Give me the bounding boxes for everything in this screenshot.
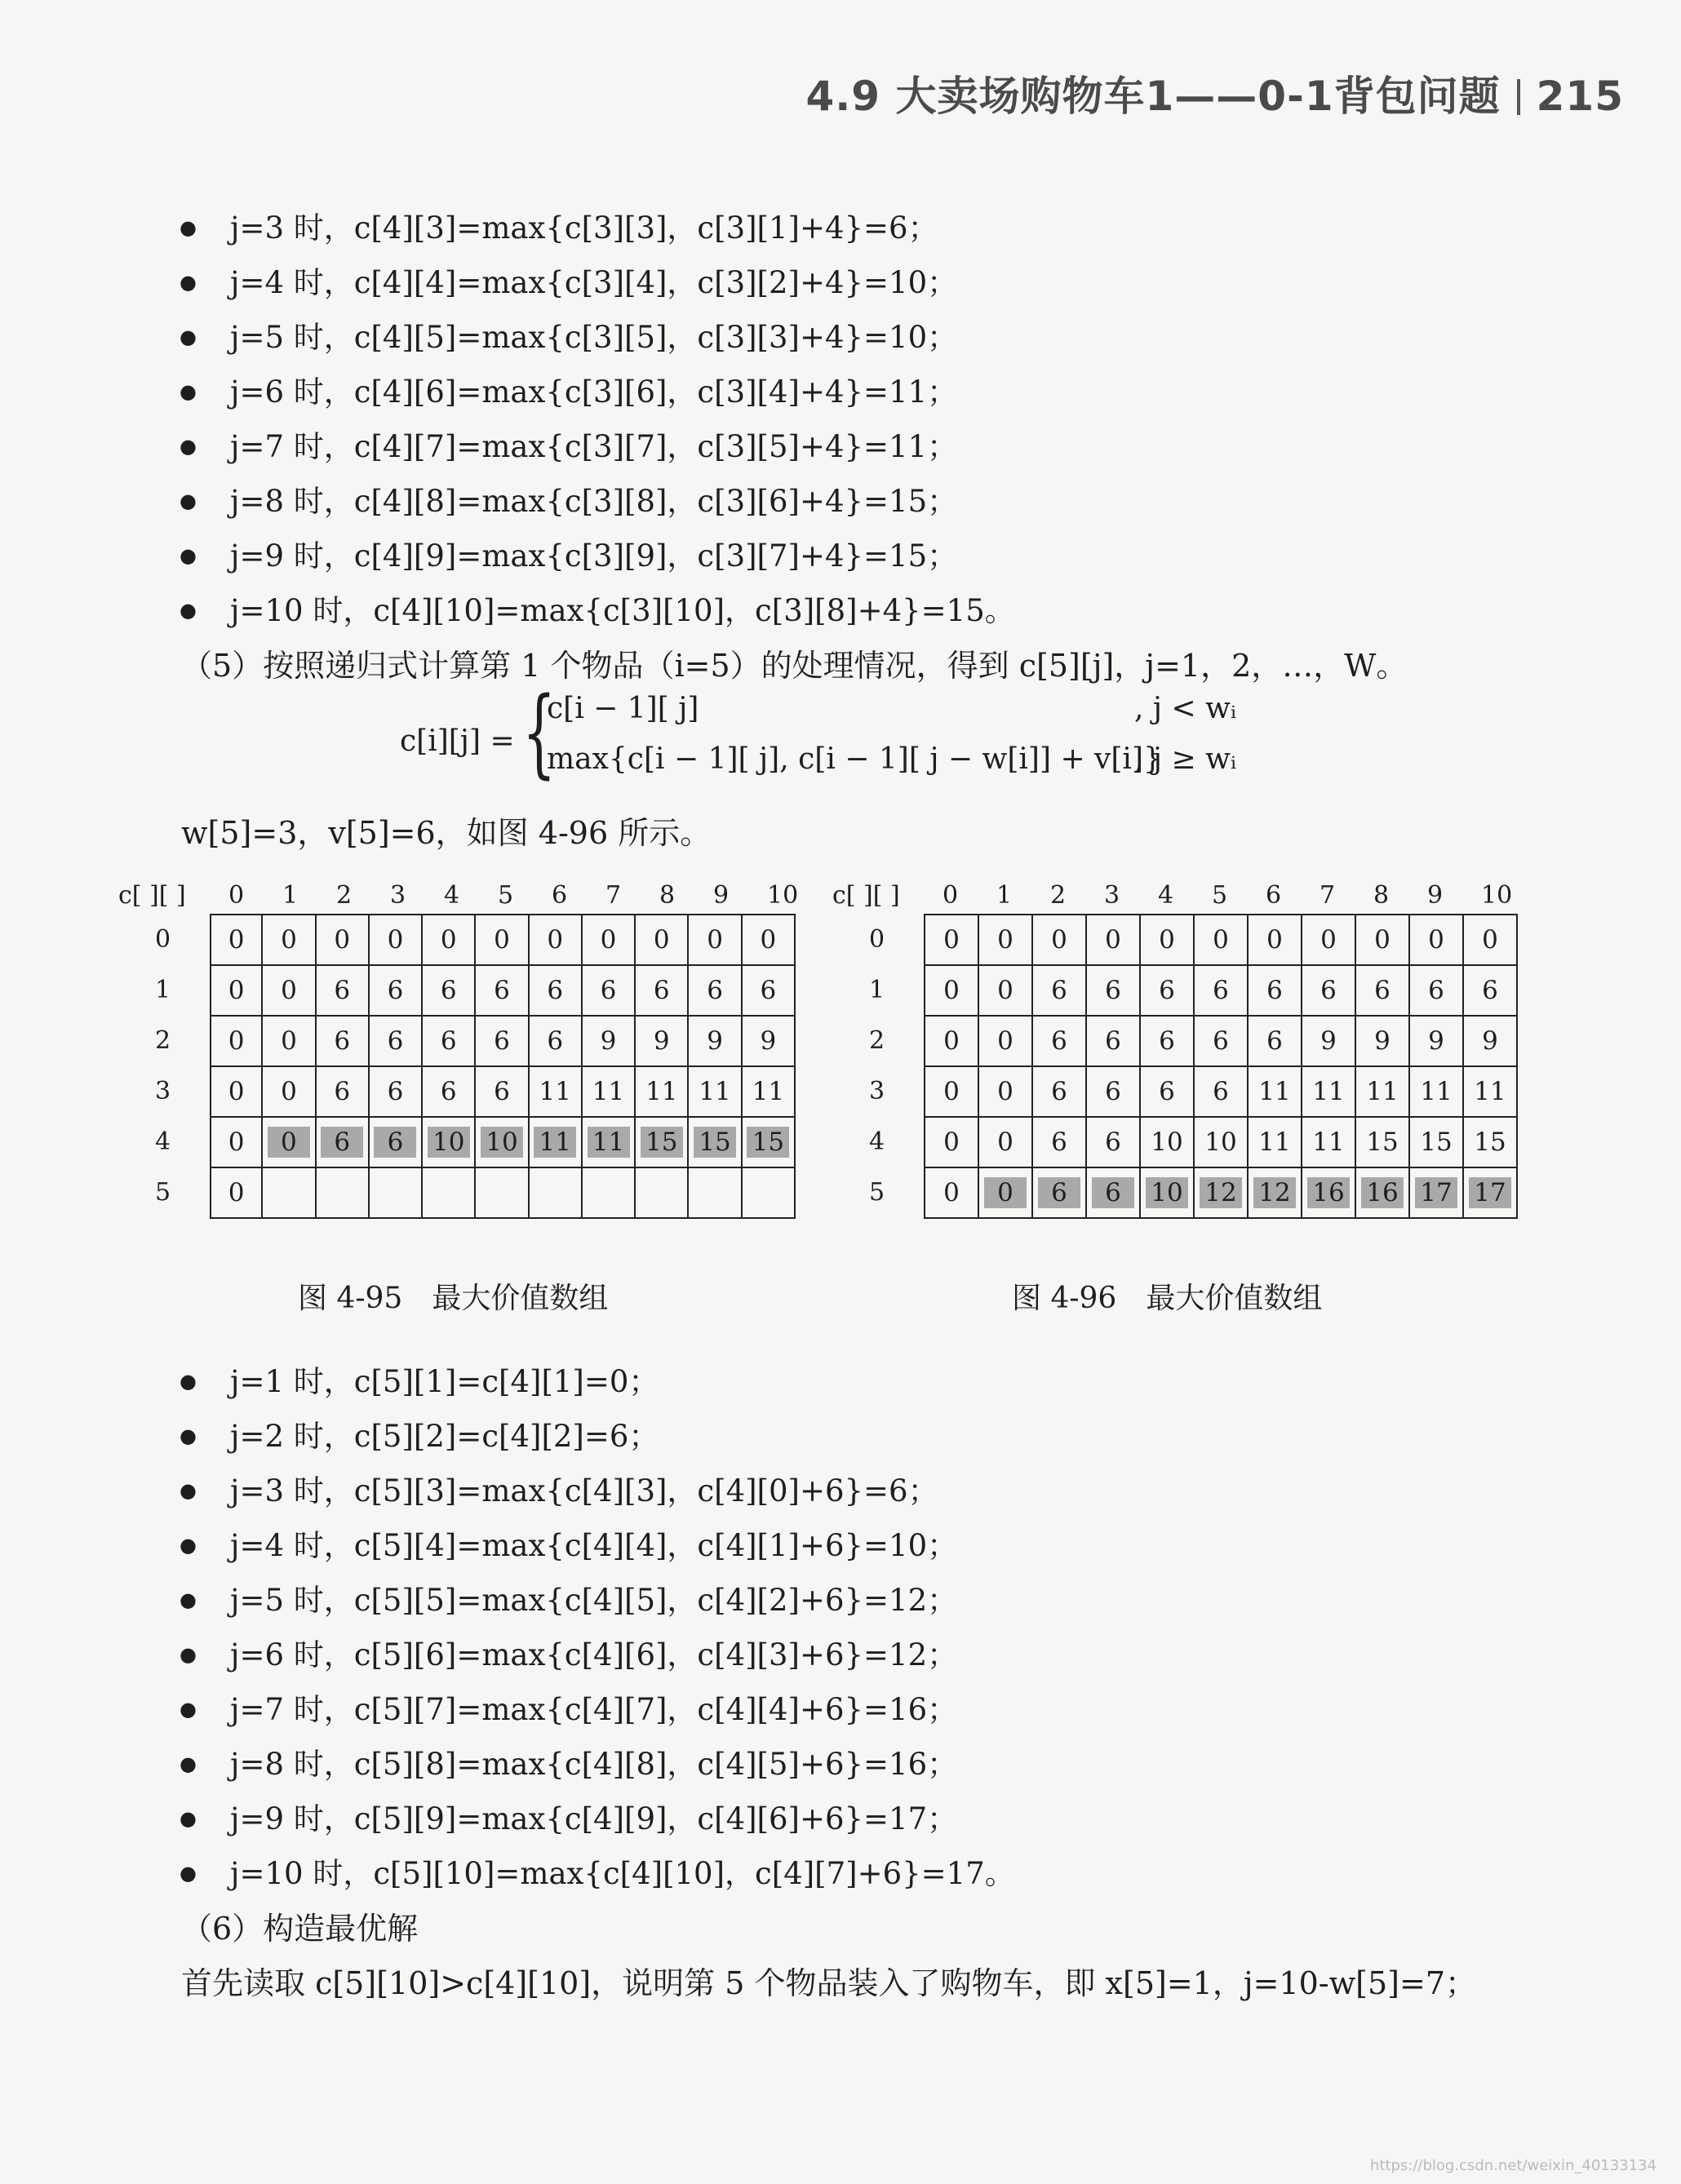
table-cell: 0 <box>978 915 1032 965</box>
table-cell: 6 <box>475 965 528 1016</box>
table-cell <box>1086 1167 1140 1218</box>
column-header: 6 <box>552 881 568 910</box>
table-cell: 11 <box>582 1066 635 1117</box>
column-header: 10 <box>1481 881 1513 910</box>
page-number: 215 <box>1536 73 1624 120</box>
highlighted-value: 17 <box>1415 1177 1457 1208</box>
table-cell <box>742 1167 795 1218</box>
table-cell: 6 <box>369 1016 422 1066</box>
table-cell: 6 <box>475 1016 528 1066</box>
table-cell: 11 <box>1302 1117 1355 1167</box>
table-cell <box>369 1167 422 1218</box>
table-cell: 6 <box>1086 1066 1140 1117</box>
bullet-bottom-item: ● j=4 时，c[5][4]=max{c[4][4]，c[4][1]+6}=10； <box>180 1518 1015 1573</box>
bullet-top-item: ● j=5 时，c[4][5]=max{c[3][5]，c[3][3]+4}=10； <box>180 310 1015 365</box>
table-cell <box>635 1167 688 1218</box>
highlighted-value: 10 <box>1146 1177 1188 1208</box>
table-cell: 6 <box>475 1066 528 1117</box>
table-cell: 11 <box>1409 1066 1463 1117</box>
table-cell: 0 <box>1409 915 1463 965</box>
highlighted-value: 0 <box>268 1127 310 1158</box>
table-cell: 6 <box>1194 1066 1248 1117</box>
highlighted-value: 11 <box>534 1127 576 1158</box>
weights-text: w[5]=3，v[5]=6，如图 4-96 所示。 <box>181 815 712 851</box>
table-cell: 0 <box>1463 915 1517 965</box>
column-header: 3 <box>1104 881 1120 910</box>
table-cell: 6 <box>742 965 795 1016</box>
table-cell <box>369 1117 422 1167</box>
table-cell: 6 <box>529 1016 582 1066</box>
table-cell <box>422 1117 475 1167</box>
highlighted-value: 11 <box>588 1127 630 1158</box>
table-cell <box>1302 1167 1355 1218</box>
column-header: 4 <box>444 881 460 910</box>
table-cell: 6 <box>1409 965 1463 1016</box>
bullet-bottom-item: ● j=1 时，c[5][1]=c[4][1]=0； <box>180 1354 1015 1409</box>
formula-cond2: , j ≥ wᵢ <box>1134 742 1237 776</box>
value-grid <box>210 914 796 1219</box>
table-cell <box>262 1167 315 1218</box>
highlighted-value: 10 <box>481 1127 523 1158</box>
table-cell: 0 <box>211 1066 262 1117</box>
bullet-bottom-item: ● j=7 时，c[5][7]=max{c[4][7]，c[4][4]+6}=16； <box>180 1682 1015 1737</box>
table-cell <box>688 1167 741 1218</box>
table-cell <box>529 1117 582 1167</box>
row-header: 4 <box>155 1127 171 1156</box>
bullet-bottom-item: ● j=5 时，c[5][5]=max{c[4][5]，c[4][2]+6}=12； <box>180 1573 1015 1628</box>
highlighted-value: 15 <box>641 1127 683 1158</box>
watermark-url: https://blog.csdn.net/weixin_40133134 <box>1369 2157 1657 2174</box>
table-cell <box>262 1117 315 1167</box>
table-cell: 6 <box>1086 1117 1140 1167</box>
table-cell: 0 <box>211 1016 262 1066</box>
table-cell: 9 <box>1302 1016 1355 1066</box>
bullet-top-item: ● j=6 时，c[4][6]=max{c[3][6]，c[3][4]+4}=11； <box>180 365 1015 419</box>
table-row <box>211 1016 795 1066</box>
table-cell: 11 <box>742 1066 795 1117</box>
table-cell <box>635 1117 688 1167</box>
table-cell <box>582 1117 635 1167</box>
column-header: 6 <box>1266 881 1282 910</box>
table-cell: 0 <box>1140 915 1194 965</box>
highlighted-value: 12 <box>1200 1177 1242 1208</box>
highlighted-value: 6 <box>1038 1177 1080 1208</box>
table-cell: 0 <box>925 915 978 965</box>
formula-case1: c[i − 1][ j] <box>547 692 699 725</box>
table-cell: 6 <box>1248 1016 1302 1066</box>
table-cell: 6 <box>316 965 369 1016</box>
table-cell: 6 <box>688 965 741 1016</box>
table-cell: 0 <box>1248 915 1302 965</box>
header-divider <box>1517 79 1520 115</box>
row-header: 5 <box>869 1178 885 1207</box>
table-cell: 6 <box>529 965 582 1016</box>
table-cell: 0 <box>1032 915 1086 965</box>
table-cell <box>1355 1167 1409 1218</box>
table-cell: 10 <box>1140 1117 1194 1167</box>
table-cell: 6 <box>1032 1066 1086 1117</box>
figure-caption-4-95: 图 4-95 最大价值数组 <box>298 1282 609 1315</box>
table-cell: 6 <box>1302 965 1355 1016</box>
table-corner-label: c[ ][ ] <box>118 881 186 910</box>
table-cell: 11 <box>688 1066 741 1117</box>
table-cell: 6 <box>1194 1016 1248 1066</box>
table-cell: 0 <box>742 915 795 965</box>
table-row <box>925 915 1517 965</box>
bullet-top-item: ● j=7 时，c[4][7]=max{c[3][7]，c[3][5]+4}=11； <box>180 419 1015 474</box>
table-cell <box>316 1167 369 1218</box>
table-cell: 0 <box>369 915 422 965</box>
table-row <box>925 1066 1517 1117</box>
step6-title: （6）构造最优解 <box>181 1911 419 1947</box>
column-header: 10 <box>767 881 799 910</box>
table-cell: 11 <box>1248 1117 1302 1167</box>
table-cell: 11 <box>1302 1066 1355 1117</box>
column-header: 3 <box>390 881 406 910</box>
table-cell: 11 <box>1248 1066 1302 1117</box>
table-cell: 0 <box>925 1016 978 1066</box>
table-cell: 6 <box>1086 965 1140 1016</box>
table-row <box>211 1117 795 1167</box>
highlighted-value: 17 <box>1469 1177 1511 1208</box>
table-row <box>925 1167 1517 1218</box>
table-cell: 0 <box>688 915 741 965</box>
table-cell <box>422 1167 475 1218</box>
table-cell: 0 <box>211 965 262 1016</box>
highlighted-value: 6 <box>321 1127 363 1158</box>
table-cell <box>1194 1167 1248 1218</box>
column-header: 1 <box>996 881 1013 910</box>
table-cell: 0 <box>529 915 582 965</box>
row-header: 0 <box>869 925 885 954</box>
column-header: 8 <box>659 881 676 910</box>
table-cell: 0 <box>1355 915 1409 965</box>
highlighted-value: 16 <box>1361 1177 1404 1208</box>
table-row <box>211 1167 795 1218</box>
section-title: 4.9 大卖场购物车1——0-1背包问题 <box>805 73 1501 120</box>
highlighted-value: 6 <box>1092 1177 1134 1208</box>
bullet-bottom-item: ● j=3 时，c[5][3]=max{c[4][3]，c[4][0]+6}=6； <box>180 1464 1015 1518</box>
table-cell: 6 <box>1463 965 1517 1016</box>
column-header: 7 <box>605 881 622 910</box>
column-header: 5 <box>498 881 514 910</box>
bullet-bottom-item: ● j=8 时，c[5][8]=max{c[4][8]，c[4][5]+6}=16； <box>180 1737 1015 1792</box>
table-cell: 15 <box>1463 1117 1517 1167</box>
row-header: 4 <box>869 1127 885 1156</box>
table-cell: 0 <box>262 965 315 1016</box>
table-cell: 0 <box>582 915 635 965</box>
bullet-bottom-item: ● j=6 时，c[5][6]=max{c[4][6]，c[4][3]+6}=12； <box>180 1628 1015 1682</box>
table-cell: 6 <box>1086 1016 1140 1066</box>
table-cell: 0 <box>1302 915 1355 965</box>
table-cell <box>978 1167 1032 1218</box>
table-cell: 0 <box>978 1066 1032 1117</box>
table-cell: 6 <box>1032 965 1086 1016</box>
table-cell: 6 <box>1032 1016 1086 1066</box>
bullet-top-item: ● j=8 时，c[4][8]=max{c[3][8]，c[3][6]+4}=15； <box>180 474 1015 529</box>
highlighted-value: 0 <box>984 1177 1027 1208</box>
table-row <box>211 915 795 965</box>
page-header <box>806 64 1624 122</box>
row-header: 3 <box>869 1077 885 1105</box>
table-cell: 0 <box>262 915 315 965</box>
table-cell <box>475 1167 528 1218</box>
table-cell: 6 <box>1248 965 1302 1016</box>
column-header: 0 <box>228 881 245 910</box>
max-value-table-4-96 <box>832 881 1518 1248</box>
table-cell: 6 <box>1032 1117 1086 1167</box>
table-cell: 6 <box>369 1066 422 1117</box>
step6-text: 首先读取 c[5][10]>c[4][10]，说明第 5 个物品装入了购物车，即 x[5]=1，j=10-w[5]=7； <box>181 1965 1477 2001</box>
table-cell <box>688 1117 741 1167</box>
row-header: 1 <box>869 976 885 1004</box>
table-cell <box>742 1117 795 1167</box>
table-cell <box>316 1117 369 1167</box>
row-header: 3 <box>155 1077 171 1105</box>
highlighted-value: 10 <box>428 1127 470 1158</box>
formula-lhs: c[i][j] = <box>400 724 515 758</box>
bullet-top-item: ● j=10 时，c[4][10]=max{c[3][10]，c[3][8]+4}=15。 <box>180 583 1015 638</box>
bullet-bottom-item: ● j=2 时，c[5][2]=c[4][2]=6； <box>180 1409 1015 1464</box>
table-cell: 0 <box>1086 915 1140 965</box>
table-cell: 6 <box>316 1016 369 1066</box>
table-row <box>925 1117 1517 1167</box>
column-header: 0 <box>943 881 959 910</box>
table-cell: 0 <box>1194 915 1248 965</box>
figure-caption-4-96: 图 4-96 最大价值数组 <box>1012 1282 1323 1315</box>
table-cell: 0 <box>316 915 369 965</box>
table-cell: 6 <box>1140 965 1194 1016</box>
table-cell: 9 <box>688 1016 741 1066</box>
table-cell: 0 <box>262 1016 315 1066</box>
table-cell: 11 <box>529 1066 582 1117</box>
table-cell: 0 <box>978 1016 1032 1066</box>
table-cell: 6 <box>635 965 688 1016</box>
table-cell: 15 <box>1355 1117 1409 1167</box>
table-cell: 9 <box>635 1016 688 1066</box>
row-header: 0 <box>155 925 171 954</box>
bullet-top-item: ● j=4 时，c[4][4]=max{c[3][4]，c[3][2]+4}=10； <box>180 255 1015 310</box>
table-cell: 0 <box>925 1066 978 1117</box>
bullet-bottom-item: ● j=9 时，c[5][9]=max{c[4][9]，c[4][6]+6}=17； <box>180 1792 1015 1846</box>
highlighted-value: 15 <box>694 1127 736 1158</box>
formula-case2: max{c[i − 1][ j], c[i − 1][ j − w[i]] + v[i]} <box>547 742 1162 776</box>
column-header: 7 <box>1320 881 1336 910</box>
table-row <box>925 965 1517 1016</box>
table-cell <box>1248 1167 1302 1218</box>
table-cell: 9 <box>582 1016 635 1066</box>
step5-text: （5）按照递归式计算第 1 个物品（i=5）的处理情况，得到 c[5][j]，j=1，2，…，W。 <box>181 648 1408 684</box>
column-header: 8 <box>1373 881 1390 910</box>
row-header: 2 <box>869 1026 885 1055</box>
table-cell: 0 <box>475 915 528 965</box>
table-cell: 6 <box>422 965 475 1016</box>
table-cell: 6 <box>582 965 635 1016</box>
formula-cond1: , j < wᵢ <box>1134 692 1237 725</box>
max-value-table-4-95 <box>118 881 799 1248</box>
highlighted-value: 6 <box>374 1127 416 1158</box>
column-header: 9 <box>713 881 730 910</box>
table-cell: 9 <box>1355 1016 1409 1066</box>
table-row <box>925 1016 1517 1066</box>
bullet-list-top <box>180 201 1015 638</box>
bullet-top-item: ● j=9 时，c[4][9]=max{c[3][9]，c[3][7]+4}=15； <box>180 529 1015 583</box>
table-cell: 6 <box>422 1016 475 1066</box>
table-cell <box>582 1167 635 1218</box>
table-cell: 11 <box>1355 1066 1409 1117</box>
table-cell: 6 <box>316 1066 369 1117</box>
table-cell: 10 <box>1194 1117 1248 1167</box>
table-cell: 0 <box>211 915 262 965</box>
table-cell <box>1140 1167 1194 1218</box>
table-cell: 0 <box>925 1117 978 1167</box>
table-cell <box>1032 1167 1086 1218</box>
table-cell: 15 <box>1409 1117 1463 1167</box>
bullet-bottom-item: ● j=10 时，c[5][10]=max{c[4][10]，c[4][7]+6}=17。 <box>180 1846 1015 1901</box>
column-header: 2 <box>336 881 353 910</box>
column-header: 9 <box>1427 881 1444 910</box>
column-header: 1 <box>282 881 299 910</box>
bullet-list-bottom <box>180 1354 1015 1901</box>
table-cell: 9 <box>742 1016 795 1066</box>
table-cell: 0 <box>262 1066 315 1117</box>
row-header: 2 <box>155 1026 171 1055</box>
row-header: 5 <box>155 1178 171 1207</box>
table-cell: 11 <box>635 1066 688 1117</box>
table-cell <box>475 1117 528 1167</box>
table-cell: 9 <box>1409 1016 1463 1066</box>
table-cell <box>1409 1167 1463 1218</box>
highlighted-value: 16 <box>1307 1177 1350 1208</box>
table-cell: 0 <box>978 965 1032 1016</box>
table-corner-label: c[ ][ ] <box>832 881 900 910</box>
column-header: 2 <box>1050 881 1067 910</box>
table-cell <box>1463 1167 1517 1218</box>
table-cell: 0 <box>211 1117 262 1167</box>
table-cell: 6 <box>369 965 422 1016</box>
column-header: 4 <box>1158 881 1174 910</box>
recurrence-formula <box>400 676 1297 796</box>
highlighted-value: 15 <box>747 1127 789 1158</box>
table-cell: 0 <box>211 1167 262 1218</box>
table-cell: 0 <box>925 1167 978 1218</box>
table-cell: 6 <box>1140 1016 1194 1066</box>
table-cell: 0 <box>978 1117 1032 1167</box>
highlighted-value: 12 <box>1253 1177 1296 1208</box>
value-grid <box>924 914 1518 1219</box>
table-cell: 0 <box>422 915 475 965</box>
bullet-top-item: ● j=3 时，c[4][3]=max{c[3][3]，c[3][1]+4}=6； <box>180 201 1015 255</box>
table-cell: 11 <box>1463 1066 1517 1117</box>
table-cell: 6 <box>422 1066 475 1117</box>
table-cell: 6 <box>1355 965 1409 1016</box>
formula-brace: { <box>522 676 557 788</box>
table-cell <box>529 1167 582 1218</box>
table-cell: 6 <box>1140 1066 1194 1117</box>
table-cell: 0 <box>635 915 688 965</box>
table-cell: 0 <box>925 965 978 1016</box>
table-cell: 6 <box>1194 965 1248 1016</box>
table-cell: 9 <box>1463 1016 1517 1066</box>
table-row <box>211 965 795 1016</box>
row-header: 1 <box>155 976 171 1004</box>
column-header: 5 <box>1212 881 1228 910</box>
table-row <box>211 1066 795 1117</box>
